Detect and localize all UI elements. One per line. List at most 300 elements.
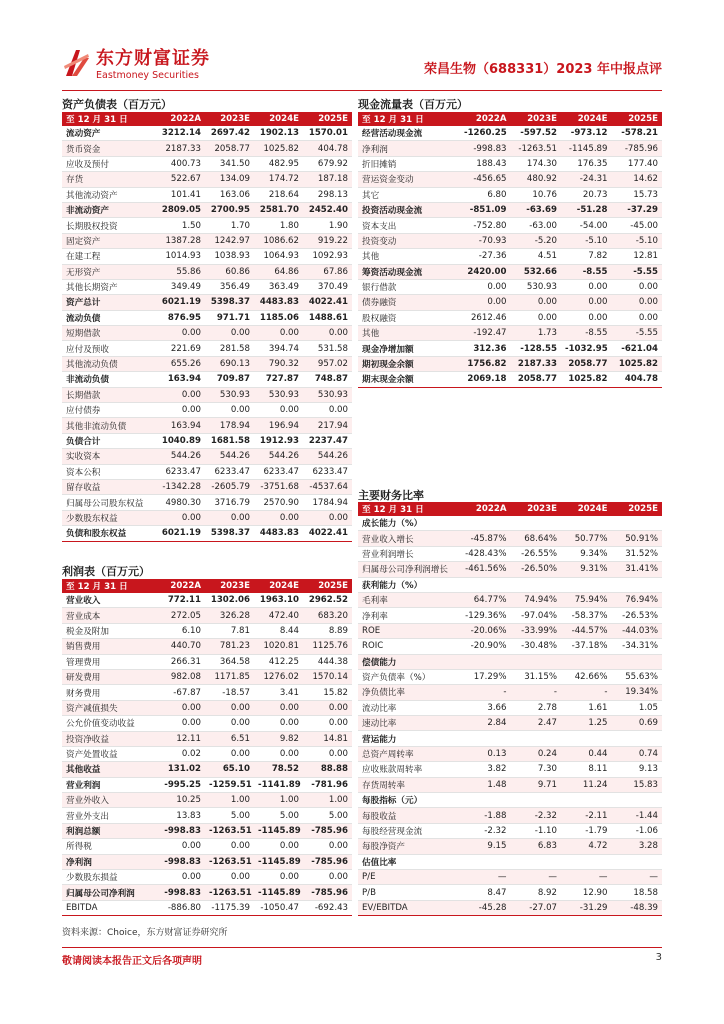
value-cell: 6233.47 <box>303 464 352 479</box>
row-label: ROIC <box>358 639 460 654</box>
row-label: 营运能力 <box>358 731 460 746</box>
table-row <box>62 854 352 869</box>
row-label: 其他收益 <box>62 762 156 777</box>
value-cell: 4022.41 <box>303 526 352 541</box>
value-cell: -34.31% <box>612 639 663 654</box>
value-cell: 4483.83 <box>254 526 303 541</box>
row-label: 无形资产 <box>62 264 156 279</box>
value-cell: 12.11 <box>156 731 205 746</box>
value-cell: 31.41% <box>612 562 663 577</box>
value-cell: 655.26 <box>156 356 205 371</box>
value-cell: 174.30 <box>511 156 562 171</box>
value-cell: 400.73 <box>156 156 205 171</box>
value-cell: 0.00 <box>254 839 303 854</box>
value-cell: 9.34% <box>561 546 612 561</box>
income-statement-title: 利润表（百万元） <box>62 565 150 578</box>
value-cell: -67.87 <box>156 685 205 700</box>
value-cell: -33.99% <box>511 623 562 638</box>
table-row <box>62 218 352 233</box>
value-cell <box>460 731 511 746</box>
value-cell: -70.93 <box>460 233 511 248</box>
ratios-column-header: 2023E <box>511 502 562 516</box>
table-row <box>358 793 662 808</box>
value-cell: 0.00 <box>303 746 352 761</box>
row-label: 资产总计 <box>62 295 156 310</box>
value-cell: 748.87 <box>303 372 352 387</box>
value-cell: -27.07 <box>511 900 562 915</box>
value-cell: 412.25 <box>254 654 303 669</box>
value-cell: - <box>511 685 562 700</box>
table-row <box>358 172 662 187</box>
income-statement-column-header: 2023E <box>205 579 254 593</box>
value-cell: 394.74 <box>254 341 303 356</box>
table-row <box>62 823 352 838</box>
table-row <box>358 608 662 623</box>
table-row <box>62 623 352 638</box>
value-cell: -97.04% <box>511 608 562 623</box>
table-row <box>62 202 352 217</box>
ratios-column-header: 至 12 月 31 日 <box>358 502 460 516</box>
value-cell: 64.86 <box>254 264 303 279</box>
ratios-body <box>358 516 662 916</box>
row-label: 经营活动现金流 <box>358 126 460 141</box>
value-cell: 8.11 <box>561 762 612 777</box>
ratios-table <box>358 502 662 916</box>
value-cell: 0.00 <box>254 870 303 885</box>
value-cell: 1.61 <box>561 700 612 715</box>
row-label: 每股经营现金流 <box>358 823 460 838</box>
value-cell: 919.22 <box>303 233 352 248</box>
row-label: 期末现金余额 <box>358 372 460 387</box>
table-row <box>358 249 662 264</box>
value-cell: 2700.95 <box>205 202 254 217</box>
row-label: 利润总额 <box>62 823 156 838</box>
table-row <box>62 310 352 325</box>
value-cell <box>511 577 562 592</box>
value-cell: 8.89 <box>303 623 352 638</box>
value-cell: 0.00 <box>254 716 303 731</box>
value-cell: 1025.82 <box>561 372 612 387</box>
value-cell: 679.92 <box>303 156 352 171</box>
row-label: 每股收益 <box>358 808 460 823</box>
value-cell: 178.94 <box>205 418 254 433</box>
value-cell: 1125.76 <box>303 639 352 654</box>
table-row <box>358 823 662 838</box>
value-cell: 0.00 <box>156 716 205 731</box>
row-label: 资产负债率（%） <box>358 669 460 684</box>
table-row <box>62 295 352 310</box>
value-cell <box>511 793 562 808</box>
table-row <box>358 562 662 577</box>
balance-sheet-column-header: 2025E <box>303 112 352 126</box>
row-label: 成长能力（%） <box>358 516 460 531</box>
value-cell: 1.05 <box>612 700 663 715</box>
value-cell: 14.81 <box>303 731 352 746</box>
value-cell: 522.67 <box>156 172 205 187</box>
table-row <box>358 716 662 731</box>
row-label: 营业收入 <box>62 593 156 608</box>
value-cell: 163.06 <box>205 187 254 202</box>
value-cell: 64.77% <box>460 592 511 607</box>
value-cell: 1963.10 <box>254 593 303 608</box>
table-row <box>358 746 662 761</box>
value-cell: 218.64 <box>254 187 303 202</box>
table-row <box>62 839 352 854</box>
table-row <box>62 716 352 731</box>
row-label: 公允价值变动收益 <box>62 716 156 731</box>
value-cell: 1570.14 <box>303 669 352 684</box>
table-row <box>358 372 662 387</box>
value-cell <box>612 577 663 592</box>
balance-sheet-table <box>62 112 352 542</box>
value-cell: 9.15 <box>460 839 511 854</box>
report-title: 荣昌生物（688331）2023 年中报点评 <box>424 62 662 77</box>
value-cell: 690.13 <box>205 356 254 371</box>
value-cell: 74.94% <box>511 592 562 607</box>
value-cell: 1902.13 <box>254 126 303 141</box>
row-label: 非流动负债 <box>62 372 156 387</box>
value-cell: 65.10 <box>205 762 254 777</box>
value-cell: 349.49 <box>156 279 205 294</box>
table-row <box>62 187 352 202</box>
value-cell: -995.25 <box>156 777 205 792</box>
value-cell: -781.96 <box>303 777 352 792</box>
value-cell: 0.13 <box>460 746 511 761</box>
value-cell: 11.24 <box>561 777 612 792</box>
value-cell: -851.09 <box>460 202 511 217</box>
value-cell: 0.00 <box>205 510 254 525</box>
table-row <box>358 141 662 156</box>
value-cell: -1263.51 <box>205 823 254 838</box>
value-cell: -456.65 <box>460 172 511 187</box>
row-label: 在建工程 <box>62 249 156 264</box>
value-cell: 3.66 <box>460 700 511 715</box>
value-cell: 7.82 <box>561 249 612 264</box>
table-row <box>62 326 352 341</box>
value-cell: 6021.19 <box>156 295 205 310</box>
value-cell: -45.87% <box>460 531 511 546</box>
value-cell: 177.40 <box>612 156 663 171</box>
value-cell: -5.10 <box>561 233 612 248</box>
value-cell: 55.86 <box>156 264 205 279</box>
value-cell: 2581.70 <box>254 202 303 217</box>
value-cell: 480.92 <box>511 172 562 187</box>
value-cell: -1145.89 <box>254 823 303 838</box>
value-cell: -8.55 <box>561 326 612 341</box>
row-label: 其他 <box>358 249 460 264</box>
value-cell: 42.66% <box>561 669 612 684</box>
value-cell: -785.96 <box>303 823 352 838</box>
row-label: 速动比率 <box>358 716 460 731</box>
row-label: 少数股东权益 <box>62 510 156 525</box>
value-cell: -428.43% <box>460 546 511 561</box>
value-cell: -24.31 <box>561 172 612 187</box>
value-cell: 3212.14 <box>156 126 205 141</box>
value-cell <box>460 516 511 531</box>
value-cell: -785.96 <box>303 854 352 869</box>
value-cell: 0.00 <box>254 403 303 418</box>
value-cell: -51.28 <box>561 202 612 217</box>
value-cell: 0.00 <box>205 746 254 761</box>
value-cell: 176.35 <box>561 156 612 171</box>
value-cell: 68.64% <box>511 531 562 546</box>
value-cell: -26.53% <box>612 608 663 623</box>
value-cell <box>612 793 663 808</box>
value-cell: 4022.41 <box>303 295 352 310</box>
value-cell: 2420.00 <box>460 264 511 279</box>
table-row <box>62 593 352 608</box>
value-cell: 4483.83 <box>254 295 303 310</box>
value-cell: 2612.46 <box>460 310 511 325</box>
value-cell: -44.57% <box>561 623 612 638</box>
table-row <box>358 731 662 746</box>
value-cell: 0.00 <box>460 279 511 294</box>
value-cell: 0.74 <box>612 746 663 761</box>
value-cell: -1175.39 <box>205 900 254 915</box>
value-cell: 0.00 <box>205 700 254 715</box>
value-cell: 10.25 <box>156 793 205 808</box>
value-cell <box>612 516 663 531</box>
value-cell: -998.83 <box>156 885 205 900</box>
value-cell: 0.00 <box>205 403 254 418</box>
value-cell: -63.69 <box>511 202 562 217</box>
value-cell: 312.36 <box>460 341 511 356</box>
row-label: 短期借款 <box>62 326 156 341</box>
row-label: 实收资本 <box>62 449 156 464</box>
value-cell: 1038.93 <box>205 249 254 264</box>
value-cell: -20.90% <box>460 639 511 654</box>
value-cell: -2605.79 <box>205 479 254 494</box>
row-label: 其他非流动负债 <box>62 418 156 433</box>
row-label: 其它 <box>358 187 460 202</box>
table-row <box>62 356 352 371</box>
row-label: 非流动资产 <box>62 202 156 217</box>
row-label: 总资产周转率 <box>358 746 460 761</box>
table-row <box>358 900 662 915</box>
value-cell: 17.29% <box>460 669 511 684</box>
table-row <box>62 731 352 746</box>
row-label: 所得税 <box>62 839 156 854</box>
value-cell: 60.86 <box>205 264 254 279</box>
value-cell: 544.26 <box>303 449 352 464</box>
table-row <box>358 885 662 900</box>
value-cell: 187.18 <box>303 172 352 187</box>
value-cell: 10.76 <box>511 187 562 202</box>
value-cell: 0.00 <box>205 326 254 341</box>
value-cell: 134.09 <box>205 172 254 187</box>
table-row <box>358 869 662 884</box>
value-cell: 727.87 <box>254 372 303 387</box>
row-label: 投资活动现金流 <box>358 202 460 217</box>
cash-flow-column-header: 至 12 月 31 日 <box>358 112 460 126</box>
value-cell: -1141.89 <box>254 777 303 792</box>
table-row <box>62 156 352 171</box>
value-cell: -998.83 <box>460 141 511 156</box>
row-label: EV/EBITDA <box>358 900 460 915</box>
value-cell: 0.00 <box>156 326 205 341</box>
value-cell: 0.00 <box>303 326 352 341</box>
value-cell: 0.00 <box>303 839 352 854</box>
value-cell: 2187.33 <box>511 356 562 371</box>
value-cell: 0.00 <box>303 870 352 885</box>
value-cell: 0.00 <box>156 510 205 525</box>
row-label: 期初现金余额 <box>358 356 460 371</box>
source-note: 资料来源：Choice，东方财富证券研究所 <box>62 928 228 938</box>
value-cell: 196.94 <box>254 418 303 433</box>
value-cell <box>460 577 511 592</box>
cash-flow-body <box>358 126 662 387</box>
value-cell: -3751.68 <box>254 479 303 494</box>
value-cell: 6.80 <box>460 187 511 202</box>
value-cell: 217.94 <box>303 418 352 433</box>
value-cell: 6233.47 <box>156 464 205 479</box>
value-cell <box>460 654 511 669</box>
value-cell: 1.73 <box>511 326 562 341</box>
value-cell: 530.93 <box>205 387 254 402</box>
value-cell: 982.08 <box>156 669 205 684</box>
value-cell: -128.55 <box>511 341 562 356</box>
table-row <box>358 202 662 217</box>
row-label: 营业成本 <box>62 608 156 623</box>
value-cell: 0.44 <box>561 746 612 761</box>
row-label: 银行借款 <box>358 279 460 294</box>
table-row <box>62 746 352 761</box>
table-row <box>358 187 662 202</box>
table-row <box>358 341 662 356</box>
table-row <box>358 623 662 638</box>
value-cell: -1050.47 <box>254 900 303 915</box>
row-label: 存货 <box>62 172 156 187</box>
value-cell: -26.55% <box>511 546 562 561</box>
value-cell <box>561 731 612 746</box>
value-cell: 2237.47 <box>303 433 352 448</box>
cash-flow-column-header: 2023E <box>511 112 562 126</box>
cash-flow-column-header: 2022A <box>460 112 511 126</box>
row-label: 营业外收入 <box>62 793 156 808</box>
value-cell: - <box>460 685 511 700</box>
value-cell <box>511 731 562 746</box>
table-row <box>358 295 662 310</box>
value-cell: 6021.19 <box>156 526 205 541</box>
row-label: 获利能力（%） <box>358 577 460 592</box>
row-label: EBITDA <box>62 900 156 915</box>
value-cell: 363.49 <box>254 279 303 294</box>
value-cell: -31.29 <box>561 900 612 915</box>
row-label: 营业利润增长 <box>358 546 460 561</box>
value-cell: 2058.77 <box>561 356 612 371</box>
row-label: 归属母公司净利润增长 <box>358 562 460 577</box>
value-cell: 174.72 <box>254 172 303 187</box>
value-cell: -5.10 <box>612 233 663 248</box>
income-statement-header-row <box>62 579 352 593</box>
value-cell <box>561 577 612 592</box>
value-cell: 8.47 <box>460 885 511 900</box>
value-cell <box>511 654 562 669</box>
value-cell: -2.32 <box>511 808 562 823</box>
value-cell: 1.25 <box>561 716 612 731</box>
value-cell: 472.40 <box>254 608 303 623</box>
table-row <box>62 264 352 279</box>
value-cell: 78.52 <box>254 762 303 777</box>
row-label: 应收账款周转率 <box>358 762 460 777</box>
page-number: 3 <box>655 952 662 963</box>
row-label: 流动负债 <box>62 310 156 325</box>
value-cell: 1040.89 <box>156 433 205 448</box>
table-row <box>358 777 662 792</box>
value-cell: 2570.90 <box>254 495 303 510</box>
value-cell: 0.00 <box>303 700 352 715</box>
value-cell: 0.00 <box>511 295 562 310</box>
row-label: 毛利率 <box>358 592 460 607</box>
table-row <box>358 700 662 715</box>
value-cell: -621.04 <box>612 341 663 356</box>
value-cell: — <box>561 869 612 884</box>
value-cell: 0.00 <box>156 870 205 885</box>
disclaimer-link[interactable]: 敬请阅读本报告正文后各项声明 <box>62 956 202 967</box>
value-cell: 67.86 <box>303 264 352 279</box>
value-cell: — <box>612 869 663 884</box>
balance-sheet-body <box>62 126 352 541</box>
row-label: 货币资金 <box>62 141 156 156</box>
value-cell: -1.79 <box>561 823 612 838</box>
value-cell: 20.73 <box>561 187 612 202</box>
row-label: 偿债能力 <box>358 654 460 669</box>
cash-flow-table <box>358 112 662 388</box>
table-row <box>358 762 662 777</box>
value-cell: 544.26 <box>254 449 303 464</box>
row-label: 每股净资产 <box>358 839 460 854</box>
value-cell: -37.29 <box>612 202 663 217</box>
value-cell: 1681.58 <box>205 433 254 448</box>
value-cell: 0.00 <box>303 716 352 731</box>
value-cell: 1.00 <box>254 793 303 808</box>
value-cell: 0.00 <box>612 310 663 325</box>
row-label: 长期股权投资 <box>62 218 156 233</box>
cash-flow-column-header: 2025E <box>612 112 663 126</box>
value-cell: 1756.82 <box>460 356 511 371</box>
value-cell: -129.36% <box>460 608 511 623</box>
value-cell: 532.66 <box>511 264 562 279</box>
value-cell: 0.00 <box>612 279 663 294</box>
value-cell: -48.39 <box>612 900 663 915</box>
value-cell: 482.95 <box>254 156 303 171</box>
table-row <box>62 341 352 356</box>
value-cell: -1263.51 <box>205 885 254 900</box>
table-row <box>62 639 352 654</box>
table-row <box>358 516 662 531</box>
value-cell: -18.57 <box>205 685 254 700</box>
value-cell: 5.00 <box>254 808 303 823</box>
value-cell: 790.32 <box>254 356 303 371</box>
row-label: 研发费用 <box>62 669 156 684</box>
value-cell: 544.26 <box>156 449 205 464</box>
value-cell: -45.28 <box>460 900 511 915</box>
value-cell: 876.95 <box>156 310 205 325</box>
row-label: 负债和股东权益 <box>62 526 156 541</box>
table-row <box>358 654 662 669</box>
value-cell: 1.70 <box>205 218 254 233</box>
value-cell: 1171.85 <box>205 669 254 684</box>
value-cell: -4537.64 <box>303 479 352 494</box>
row-label: 其他流动负债 <box>62 356 156 371</box>
table-row <box>62 141 352 156</box>
value-cell: 266.31 <box>156 654 205 669</box>
cash-flow-title: 现金流量表（百万元） <box>358 98 468 111</box>
value-cell: 2.84 <box>460 716 511 731</box>
value-cell: 9.71 <box>511 777 562 792</box>
ratios-column-header: 2025E <box>612 502 663 516</box>
table-row <box>358 218 662 233</box>
